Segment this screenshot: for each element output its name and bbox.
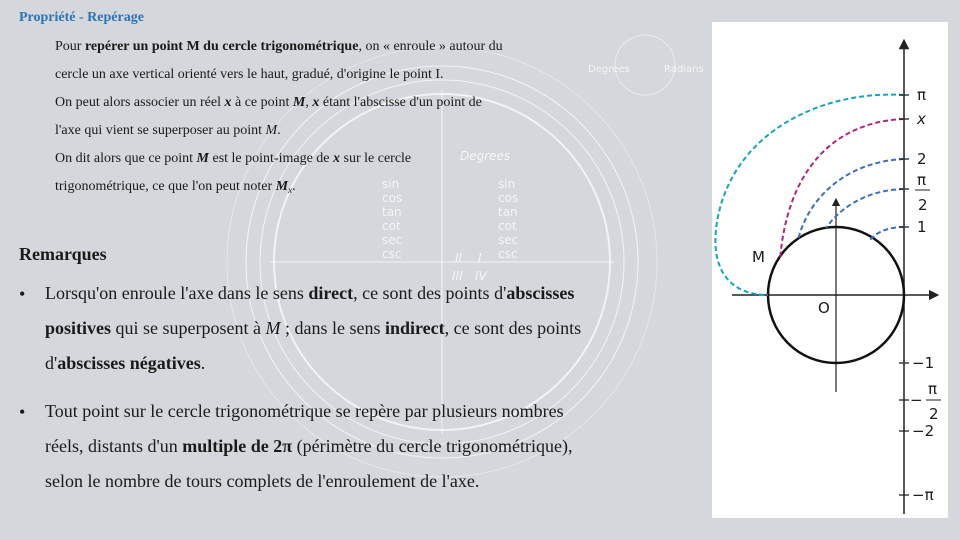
wm-degrees-2: Degrees [460, 149, 511, 163]
wm-csc: csc [382, 247, 402, 261]
wm-radians: Radians [664, 64, 704, 75]
label-minus-pi2-den: 2 [929, 405, 939, 423]
svg-text:tan: tan [498, 205, 518, 219]
label-pi: π [917, 86, 927, 104]
label-pi2-den: 2 [918, 196, 928, 214]
bullet-1: • [19, 284, 26, 304]
intro-line-2: cercle un axe vertical orienté vers le haut, gradué, d'origine le point I. [55, 67, 444, 82]
svg-text:cot: cot [498, 219, 517, 233]
intro-line-5: On dit alors que ce point M est le point-image de x sur le cercle [55, 151, 412, 166]
label-O: O [818, 299, 830, 317]
curve-pi-half [826, 189, 904, 228]
winding-diagram [712, 22, 948, 518]
curve-pi [715, 95, 904, 295]
svg-text:cos: cos [498, 191, 519, 205]
wm-quad3: III [452, 269, 463, 283]
intro-line-6: trigonométrique, ce que l'on peut noter $M_x$. [55, 179, 296, 195]
svg-text:csc: csc [498, 247, 518, 261]
bullet-2: • [19, 402, 26, 422]
intro-line-4: l'axe qui vient se superposer au point M. [55, 123, 281, 138]
svg-text:sec: sec [498, 233, 519, 247]
wm-quad2: II [455, 251, 463, 265]
intro-line-3: On peut alors associer un réel x à ce point M, x étant l'abscisse d'un point de [55, 95, 482, 110]
wm-quad4: IV [475, 269, 487, 283]
wm-cos: cos [382, 191, 403, 205]
wm-quad1: I [478, 251, 482, 265]
winding-figure [712, 22, 948, 518]
label-2: 2 [917, 150, 927, 168]
wm-tan: tan [382, 205, 402, 219]
label-pi2-num: π [917, 171, 927, 189]
label-minus-pi: −π [912, 486, 934, 504]
label-M: M [752, 248, 765, 266]
intro-line-1: Pour repérer un point M du cercle trigonométrique, on « enroule » autour du [55, 39, 503, 54]
label-minus-pi2-num: π [928, 380, 938, 398]
wm-sec: sec [382, 233, 403, 247]
label-minus-pi2-sign: − [910, 391, 923, 409]
svg-text:sin: sin [498, 177, 516, 191]
label-minus-1: −1 [912, 354, 935, 372]
label-1: 1 [917, 218, 927, 236]
remarks-title: Remarques [19, 244, 107, 264]
wm-sin: sin [382, 177, 400, 191]
label-minus-2: −2 [912, 422, 935, 440]
wm-degrees: Degrees [588, 64, 630, 75]
remark-1: Lorsqu'on enroule l'axe dans le sens direct, ce sont des points d'abscisses positives qui se superposent à M ; dans le sens indirect, ce sont des points d'abscisses négatives. [45, 283, 582, 373]
remark-2: Tout point sur le cercle trigonométrique se repère par plusieurs nombres réels, distants d'un multiple de 2π (périmètre du cercle trigonométrique), selon le nombre de tours complets de l'enroulement de l'axe. [45, 401, 573, 491]
wm-cot: cot [382, 219, 401, 233]
label-x: x [917, 110, 926, 128]
section-heading: Propriété - Repérage [19, 10, 144, 25]
